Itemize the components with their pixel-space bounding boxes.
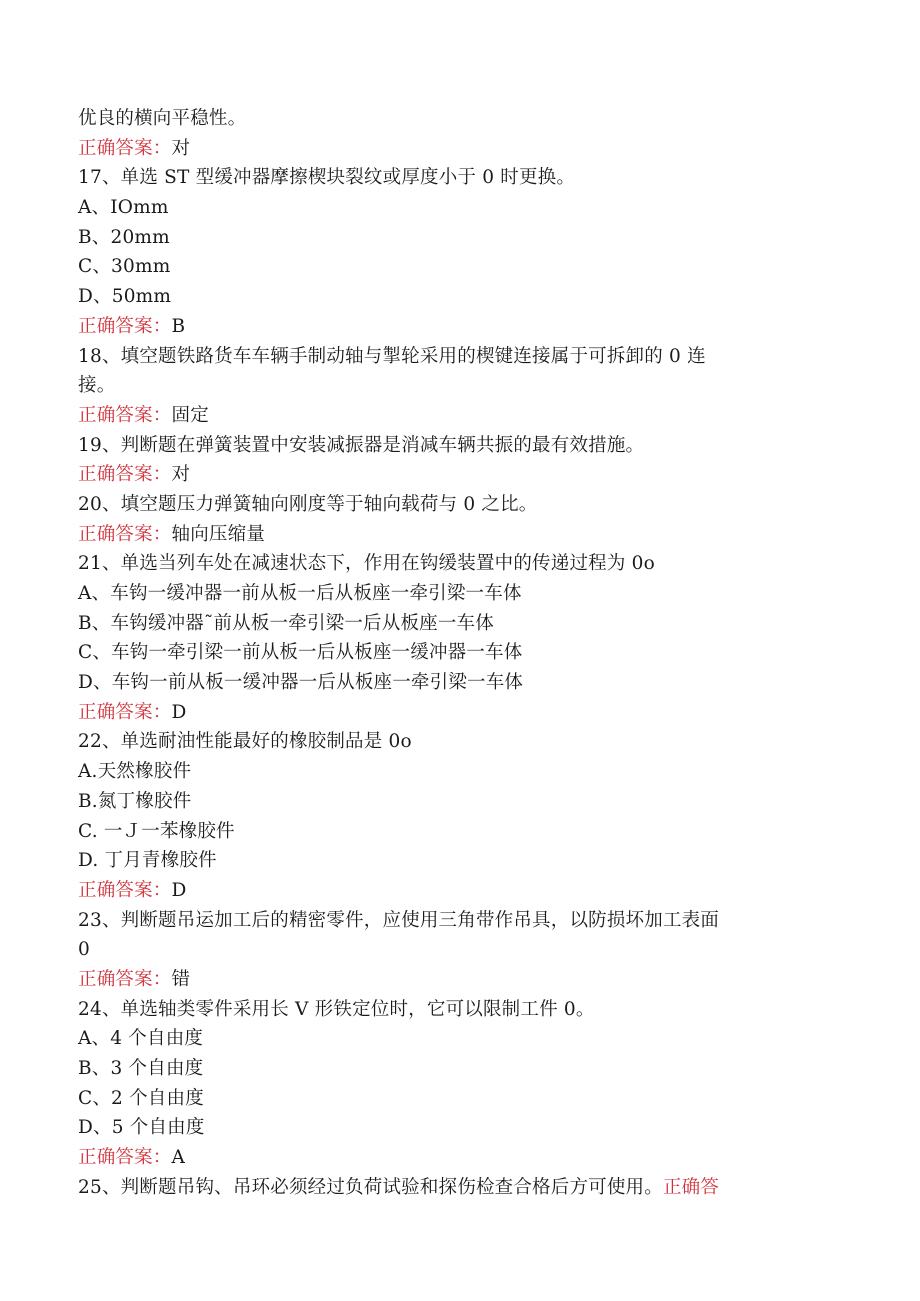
option-line: B.氮丁橡胶件 bbox=[78, 790, 192, 812]
answer-line bbox=[78, 401, 823, 431]
text-line: 接。 bbox=[78, 375, 116, 397]
option-line: B、20mm bbox=[78, 226, 170, 248]
answer-value: 轴向压缩量 bbox=[171, 523, 266, 545]
answer-value: 对 bbox=[171, 137, 191, 159]
answer-line bbox=[78, 134, 823, 164]
option-line: A、车钩一缓冲器一前从板一后从板座一牵引梁一车体 bbox=[78, 583, 522, 604]
option-line: D、50mm bbox=[78, 286, 172, 308]
answer-value: B bbox=[171, 315, 186, 337]
answer-line bbox=[78, 1143, 823, 1173]
question-21: 21、单选当列车处在减速状态下，作用在钩缓装置中的传递过程为 0o bbox=[78, 553, 655, 575]
text-line: 优良的横向平稳性。 bbox=[78, 108, 247, 129]
option-line: A.天然橡胶件 bbox=[78, 761, 192, 783]
option-line: D、车钩一前从板一缓冲器一后从板座一牵引梁一车体 bbox=[78, 672, 524, 694]
option-line: D. 丁月青橡胶件 bbox=[78, 850, 217, 872]
question-19: 19、判断题在弹簧装置中安装减振器是消减车辆共振的最有效措施。 bbox=[78, 434, 645, 456]
option-line: A、4 个自由度 bbox=[78, 1028, 204, 1050]
answer-value: 错 bbox=[171, 968, 191, 990]
question-24: 24、单选轴类零件采用长 V 形铁定位时，它可以限制工件 0。 bbox=[78, 998, 595, 1020]
option-line: C. 一Ｊ一苯橡胶件 bbox=[78, 820, 235, 842]
answer-value: 固定 bbox=[171, 404, 209, 426]
option-line: B、3 个自由度 bbox=[78, 1058, 204, 1079]
answer-value: D bbox=[171, 701, 187, 723]
answer-label: 正确答案： bbox=[78, 315, 172, 337]
answer-label: 正确答案： bbox=[78, 879, 172, 901]
question-17: 17、单选 ST 型缓冲器摩擦楔块裂纹或厚度小于 0 时更换。 bbox=[78, 167, 576, 189]
answer-value: 对 bbox=[171, 464, 191, 486]
answer-label: 正确答案： bbox=[78, 523, 172, 545]
answer-label: 正确答案： bbox=[78, 1147, 172, 1169]
document-page bbox=[78, 104, 823, 1202]
answer-label-partial: 正确答 bbox=[662, 1176, 720, 1198]
answer-value: A bbox=[171, 1147, 186, 1169]
answer-line bbox=[78, 698, 823, 728]
answer-label: 正确答案： bbox=[78, 464, 172, 486]
answer-value: D bbox=[171, 879, 187, 901]
answer-line bbox=[78, 965, 823, 995]
option-line: B、车钩缓冲器˜前从板一牵引梁一后从板座一车体 bbox=[78, 612, 494, 634]
option-line: C、车钩一牵引梁一前从板一后从板座一缓冲器一车体 bbox=[78, 642, 523, 664]
question-20: 20、填空题压力弹簧轴向刚度等于轴向载荷与 0 之比。 bbox=[78, 493, 538, 515]
option-line: A、IOmm bbox=[78, 197, 169, 219]
answer-label: 正确答案： bbox=[78, 701, 172, 723]
option-line: C、2 个自由度 bbox=[78, 1087, 204, 1109]
answer-label: 正确答案： bbox=[78, 404, 172, 426]
option-line: C、30mm bbox=[78, 256, 171, 278]
question-18: 18、填空题铁路货车车辆手制动轴与掣轮采用的楔键连接属于可拆卸的 0 连 bbox=[78, 345, 706, 367]
answer-line bbox=[78, 312, 823, 342]
answer-label: 正确答案： bbox=[78, 137, 172, 159]
answer-line bbox=[78, 460, 823, 490]
question-text: 25、判断题吊钩、吊环必须经过负荷试验和探伤检查合格后方可使用。 bbox=[78, 1176, 663, 1198]
answer-line bbox=[78, 520, 823, 550]
text-line: 0 bbox=[78, 939, 90, 961]
question-23: 23、判断题吊运加工后的精密零件，应使用三角带作吊具，以防损坏加工表面 bbox=[78, 909, 720, 931]
question-25 bbox=[78, 1173, 823, 1203]
question-22: 22、单选耐油性能最好的橡胶制品是 0o bbox=[78, 731, 412, 753]
option-line: D、5 个自由度 bbox=[78, 1117, 205, 1139]
answer-label: 正确答案： bbox=[78, 968, 172, 990]
answer-line bbox=[78, 876, 823, 906]
